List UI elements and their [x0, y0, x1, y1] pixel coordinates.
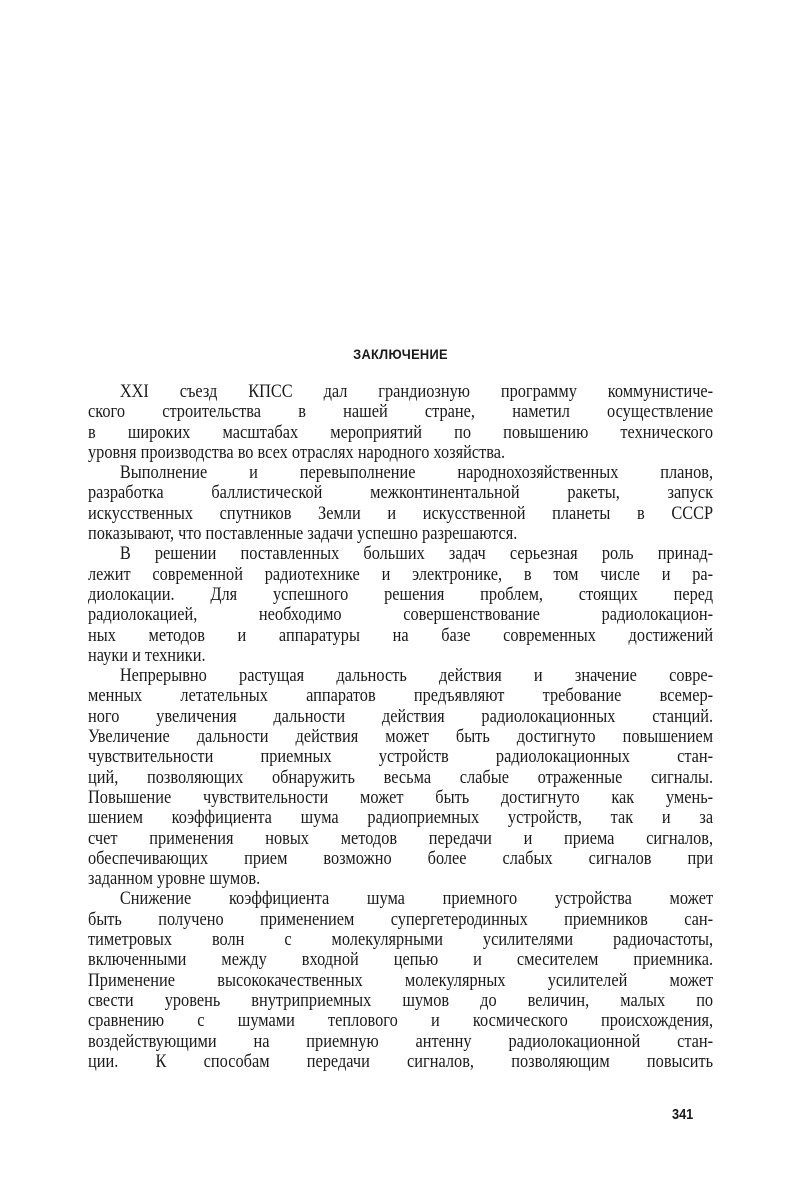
chapter-heading: ЗАКЛЮЧЕНИЕ: [353, 347, 448, 362]
text-line: ных методов и аппаратуры на базе современных достижений: [88, 624, 714, 646]
paragraph-first-line: Выполнение и перевыполнение народнохозяйственных планов,: [119, 462, 714, 484]
paragraph-first-line: В решении поставленных больших задач серьезная роль принад-: [119, 543, 714, 565]
text-line: включенными между входной цепью и смесителем приемника.: [88, 949, 714, 971]
text-line: ного увеличения дальности действия радиолокационных станций.: [88, 705, 714, 727]
text-line: искусственных спутников Земли и искусственной планеты в СССР: [88, 502, 714, 524]
text-line: ции. К способам передачи сигналов, позволяющим повысить: [88, 1050, 714, 1072]
text-line: радиолокацией, необходимо совершенствование радиолокацион-: [88, 604, 714, 626]
text-line: воздействующими на приемную антенну радиолокационной стан-: [88, 1030, 714, 1052]
paragraph-first-line: XXI съезд КПСС дал грандиозную программу коммунистиче-: [119, 381, 714, 402]
text-line: лежит современной радиотехнике и электронике, в том числе и ра-: [88, 563, 714, 585]
text-line: разработка баллистической межконтинентальной ракеты, запуск: [88, 482, 714, 504]
text-line: Увеличение дальности действия может быть достигнуто повышением: [88, 726, 714, 748]
text-line: диолокации. Для успешного решения проблем, стоящих перед: [88, 583, 714, 605]
text-line: быть получено применением супергетеродинных приемников сан-: [88, 908, 714, 930]
text-line: Применение высококачественных молекулярных усилителей может: [88, 969, 714, 991]
text-line: обеспечивающих прием возможно более слабых сигналов при: [88, 847, 714, 869]
text-line: менных летательных аппаратов предъявляют требование всемер-: [88, 685, 714, 707]
text-line: показывают, что поставленные задачи успешно разрешаются.: [88, 523, 518, 545]
text-line: шением коэффициента шума радиоприемных устройств, так и за: [88, 807, 714, 829]
text-line: счет применения новых методов передачи и приема сигналов,: [88, 827, 714, 849]
body-text: [88, 382, 713, 1072]
text-line: чувствительности приемных устройств радиолокационных стан-: [88, 746, 714, 768]
text-line: Повышение чувствительности может быть достигнуто как умень-: [88, 786, 714, 808]
text-line: уровня производства во всех отраслях народного хозяйства.: [88, 441, 506, 463]
text-line: тиметровых волн с молекулярными усилителями радиочастоты,: [88, 929, 714, 951]
text-line: заданном уровне шумов.: [88, 868, 261, 890]
text-line: ского строительства в нашей стране, наметил осуществление: [88, 401, 714, 423]
text-line: ций, позволяющих обнаружить весьма слабые отраженные сигналы.: [88, 766, 714, 788]
text-line: в широких масштабах мероприятий по повышению технического: [88, 421, 714, 443]
text-line: сравнению с шумами теплового и космического происхождения,: [88, 1010, 714, 1032]
text-line: свести уровень внутриприемных шумов до величин, малых по: [88, 989, 714, 1011]
page-number: 341: [672, 1106, 694, 1123]
text-line: науки и техники.: [88, 644, 206, 666]
paragraph-first-line: Снижение коэффициента шума приемного устройства может: [119, 888, 714, 910]
paragraph-first-line: Непрерывно растущая дальность действия и значение совре-: [119, 665, 714, 687]
